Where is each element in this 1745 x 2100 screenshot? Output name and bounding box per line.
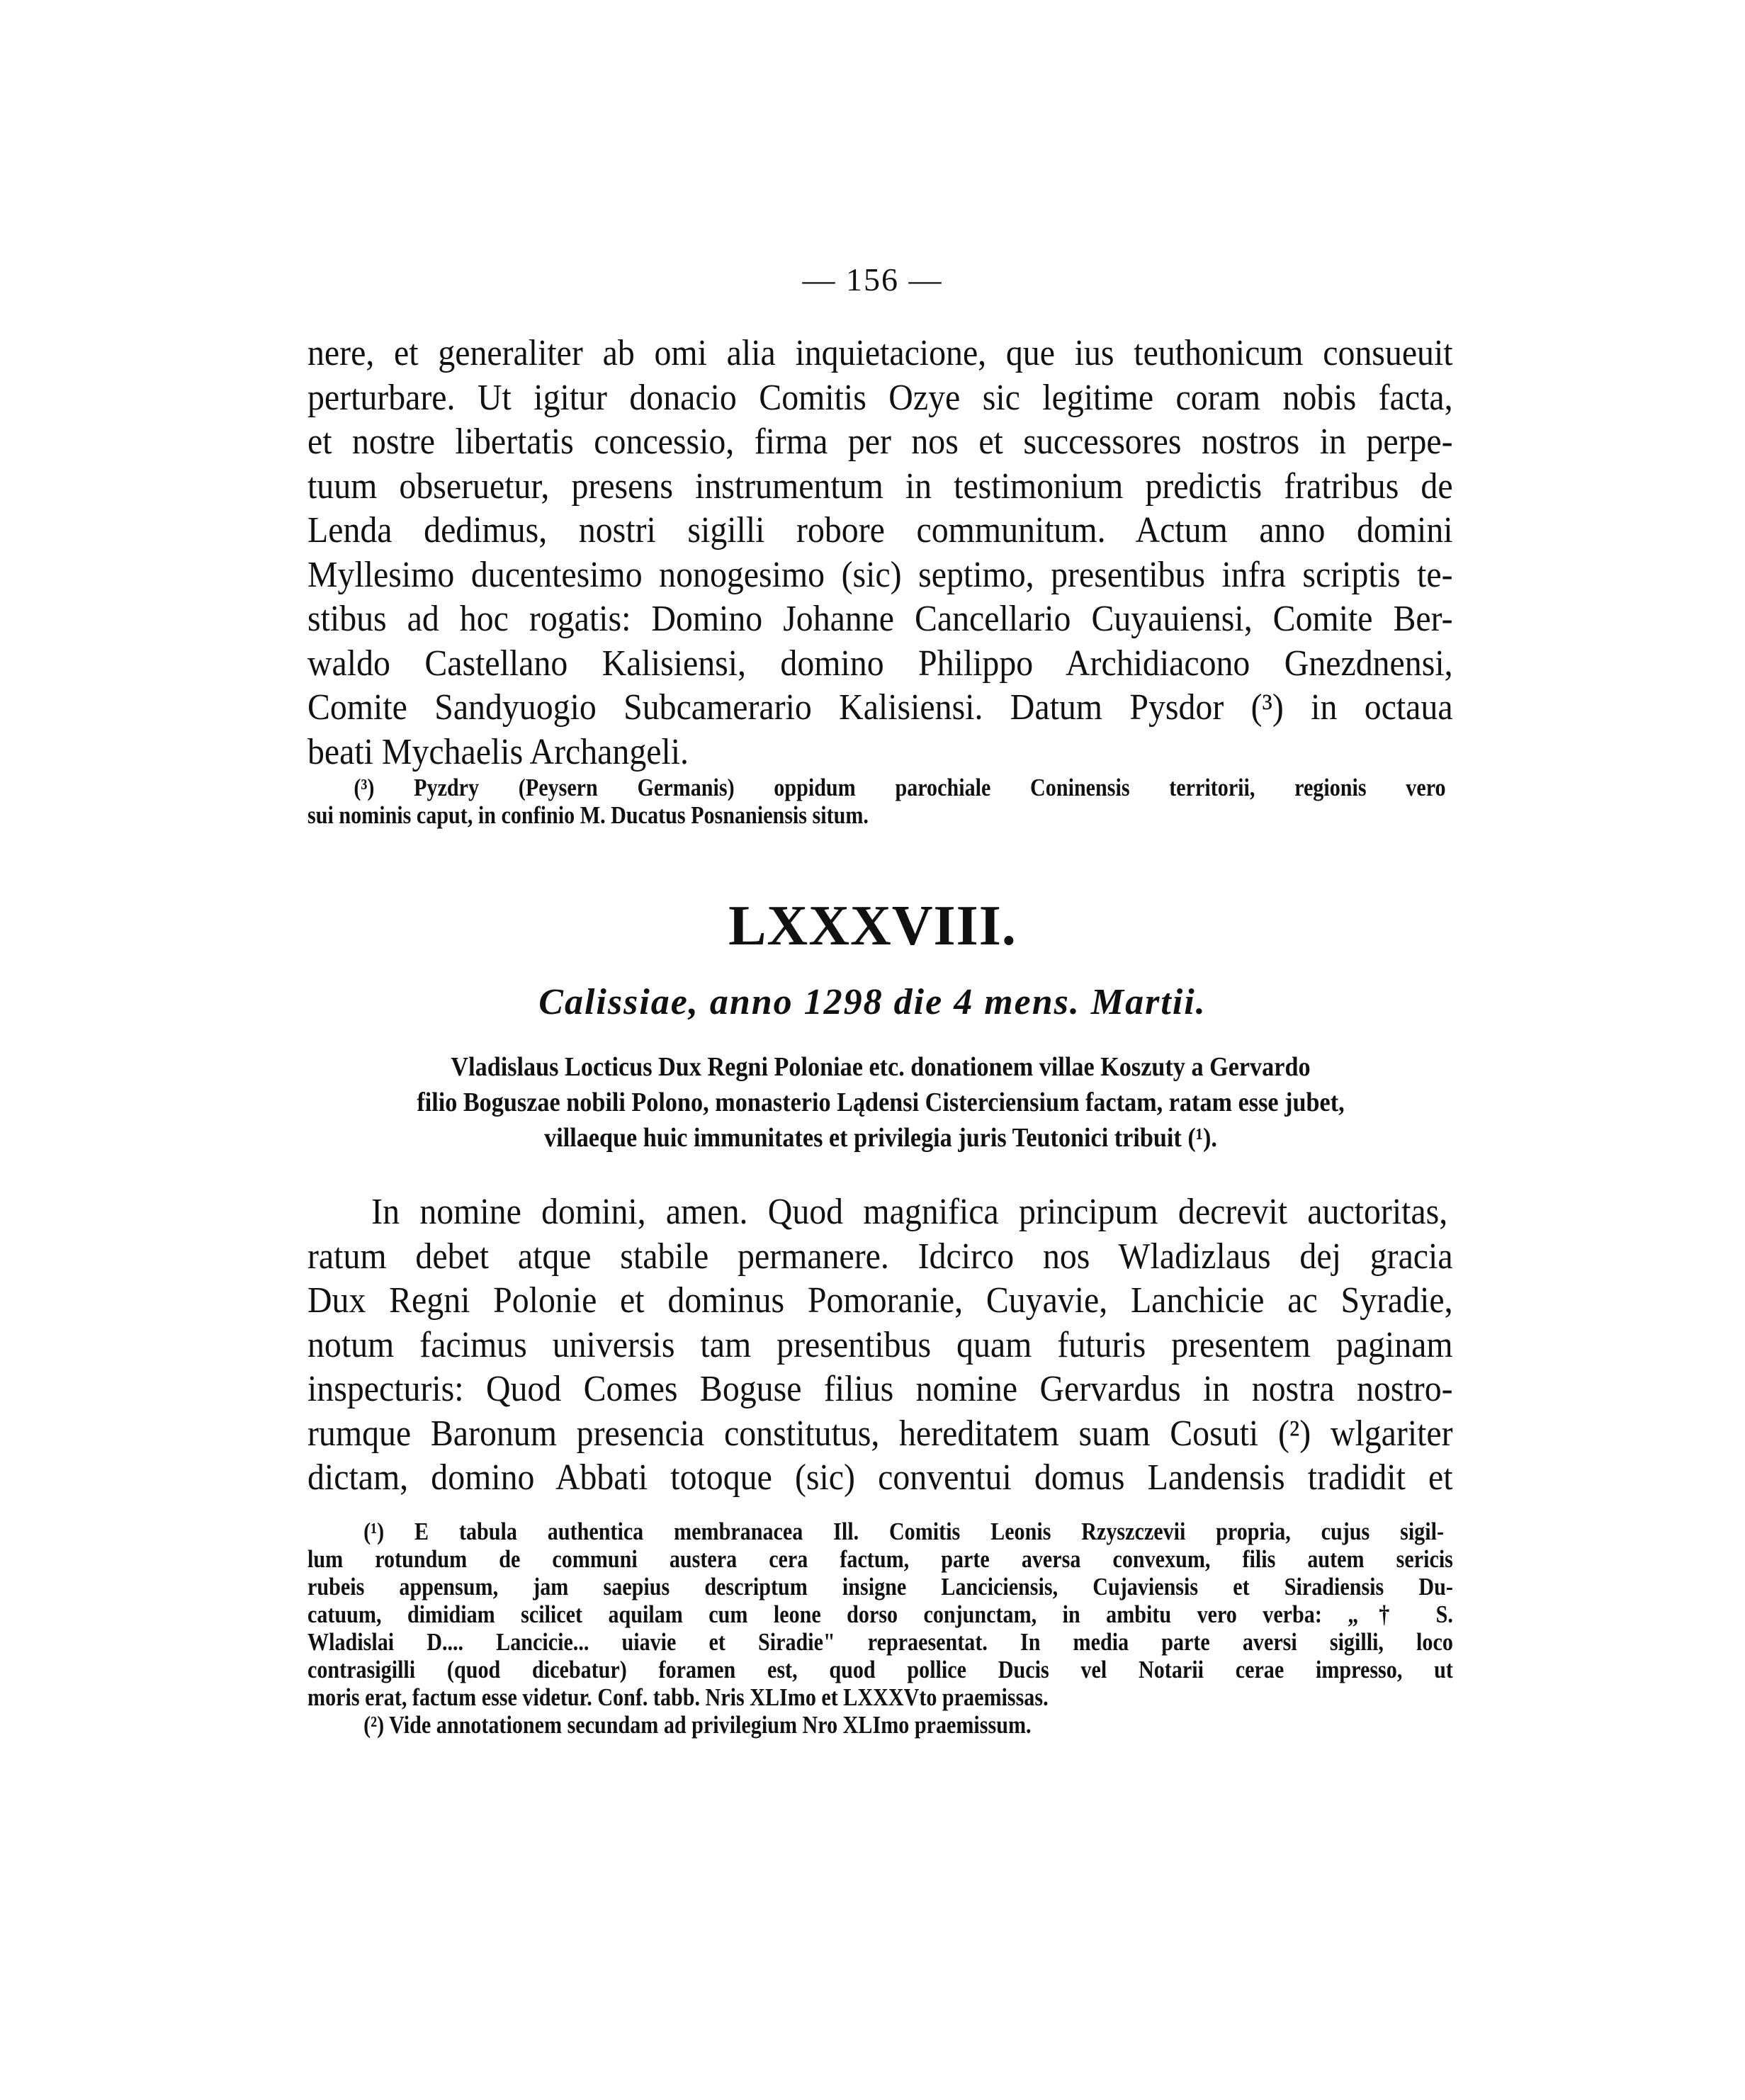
text-line: stibus ad hoc rogatis: Domino Johanne Cancellario Cuyauiensi, Comite Ber- (307, 599, 1453, 639)
text-line: waldo Castellano Kalisiensi, domino Philippo Archidiacono Gnezdnensi, (307, 643, 1453, 684)
footnote-line: moris erat, factum esse videtur. Conf. tabb. Nris XLImo et LXXXVto praemissas. (307, 1683, 1049, 1711)
footnote-line: (²) Vide annotationem secundam ad privilegium Nro XLImo praemissum. (363, 1711, 1032, 1739)
text-line: In nomine domini, amen. Quod magnifica principum decrevit auctoritas, (371, 1192, 1448, 1232)
summary-line: Vladislaus Locticus Dux Regni Poloniae etc. donationem villae Koszuty a Gervardo (451, 1052, 1311, 1082)
text-line: nere, et generaliter ab omi alia inquietacione, que ius teuthonicum consueuit (307, 333, 1453, 373)
footnotes-bottom (307, 1518, 1454, 1739)
summary-line: villaeque huic immunitates et privilegia juris Teutonici tribuit (¹). (544, 1123, 1217, 1153)
footnote-line: sui nominis caput, in confinio M. Ducatus Posnaniensis situm. (307, 801, 869, 829)
footnote-line: contrasigilli (quod dicebatur) foramen est, quod pollice Ducis vel Notarii cerae impresso, ut (307, 1656, 1453, 1683)
footnote-line: catuum, dimidiam scilicet aquilam cum leone dorso conjunctam, in ambitu vero verba: „† S. (307, 1601, 1453, 1628)
footnote-line: Wladislai D.... Lancicie... uiavie et Siradie" repraesentat. In media parte aversi sigilli, loco (307, 1628, 1453, 1656)
text-line: Comite Sandyuogio Subcamerario Kalisiensi. Datum Pysdor (³) in octaua (307, 687, 1453, 728)
document-date: Calissiae, anno 1298 die 4 mens. Martii. (538, 982, 1207, 1022)
text-line: Lenda dedimus, nostri sigilli robore communitum. Actum anno domini (307, 510, 1453, 551)
document-summary (307, 1049, 1454, 1156)
text-line: inspecturis: Quod Comes Boguse filius nomine Gervardus in nostra nostro- (307, 1369, 1453, 1409)
footnote-top (307, 774, 1454, 829)
text-line: tuum obseruetur, presens instrumentum in testimonium predictis fratribus de (307, 465, 1453, 507)
text-line: beati Mychaelis Archangeli. (307, 731, 689, 772)
text-line: rumque Baronum presencia constitutus, hereditatem suam Cosuti (²) wlgariter (307, 1413, 1453, 1454)
text-line: ratum debet atque stabile permanere. Idcirco nos Wladizlaus dej gracia (307, 1236, 1453, 1277)
page-number: — 156 — (802, 261, 943, 298)
text-line: Myllesimo ducentesimo nonogesimo (sic) septimo, presentibus infra scriptis te- (307, 554, 1453, 595)
main-text-block (307, 1190, 1454, 1501)
footnote-line: lum rotundum de communi austera cera factum, parte aversa convexum, filis autem sericis (307, 1545, 1453, 1573)
footnote-line: (³) Pyzdry (Peysern Germanis) oppidum parochiale Coninensis territorii, regionis vero (354, 774, 1446, 801)
text-line: Dux Regni Polonie et dominus Pomoranie, Cuyavie, Lanchicie ac Syradie, (307, 1280, 1453, 1321)
document-number: LXXXVIII. (728, 895, 1017, 957)
top-text-block (307, 332, 1454, 774)
footnote-line: (¹) E tabula authentica membranacea Ill. Comitis Leonis Rzyszczevii propria, cujus sigil- (363, 1518, 1444, 1545)
footnote-line: rubeis appensum, jam saepius descriptum insigne Lanciciensis, Cujaviensis et Siradiensis Du- (307, 1573, 1453, 1601)
summary-line: filio Boguszae nobili Polono, monasterio Lądensi Cisterciensium factam, ratam esse jubet, (417, 1088, 1345, 1117)
text-line: et nostre libertatis concessio, firma per nos et successores nostros in perpe- (307, 422, 1453, 462)
text-line: dictam, domino Abbati totoque (sic) conventui domus Landensis tradidit et (307, 1457, 1453, 1498)
text-line: perturbare. Ut igitur donacio Comitis Ozye sic legitime coram nobis facta, (307, 377, 1453, 418)
text-line: notum facimus universis tam presentibus quam futuris presentem paginam (307, 1324, 1453, 1365)
